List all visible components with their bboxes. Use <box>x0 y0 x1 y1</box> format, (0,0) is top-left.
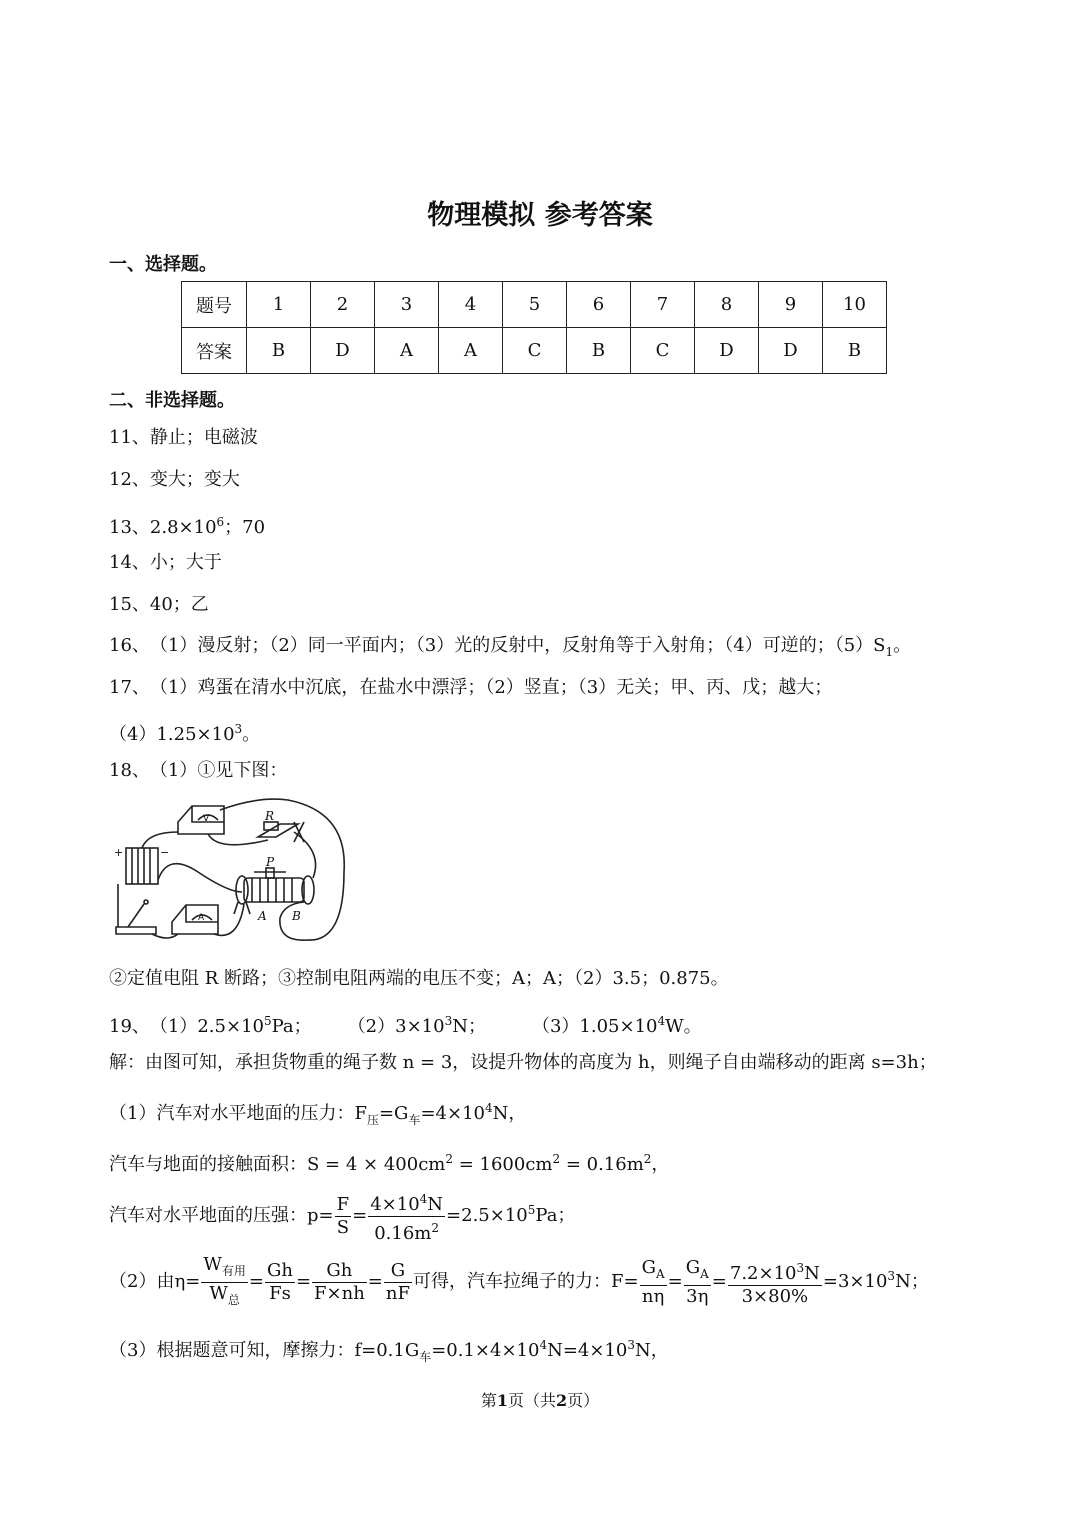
answer-text: 。 <box>242 724 261 745</box>
solution-text: （2）由η= <box>109 1271 201 1292</box>
answer-text: （3）1.05×10 <box>531 1016 658 1037</box>
label-A: A <box>258 909 267 923</box>
exponent: 2 <box>445 1152 453 1166</box>
label-P: P <box>266 855 275 869</box>
label-plus: + <box>114 846 124 859</box>
answer-text: （1）2.5×10 <box>149 1016 264 1037</box>
answer-text: （1）漫反射；（2）同一平面内；（3）光的反射中，反射角等于入射角；（4）可逆的；（5）S <box>149 635 886 656</box>
solution-text: =3×10 <box>822 1271 888 1292</box>
footer-text: 页（共 <box>507 1391 556 1410</box>
exponent: 2 <box>552 1152 561 1166</box>
subscript: 总 <box>227 1292 240 1307</box>
exponent: 2 <box>643 1152 652 1166</box>
answer-text: 。 <box>893 635 912 656</box>
numerator: Gh <box>312 1260 367 1283</box>
label-B: B <box>292 909 301 923</box>
question-number: 11、 <box>109 427 150 448</box>
table-cell: B <box>247 328 311 374</box>
numerator: Gh <box>266 1259 293 1281</box>
exponent: 2 <box>431 1220 440 1235</box>
denominator: Fs <box>269 1282 291 1304</box>
solution-text: 可得，汽车拉绳子的力：F= <box>412 1271 639 1292</box>
table-cell: 10 <box>823 282 887 328</box>
question-number: 12、 <box>109 469 150 490</box>
table-cell: D <box>311 328 375 374</box>
table-cell: A <box>375 328 439 374</box>
answer-text: （4）1.25×10 <box>109 724 235 745</box>
exponent: 6 <box>216 515 225 529</box>
battery-icon <box>126 848 158 884</box>
question-number: 15、 <box>109 594 150 615</box>
exponent: 4 <box>484 1101 493 1115</box>
answer-14 <box>109 551 222 575</box>
fraction <box>265 1260 295 1305</box>
answer-text: （2）3×10 <box>347 1016 445 1037</box>
exponent: 3 <box>234 722 243 736</box>
numerator <box>684 1257 711 1286</box>
answer-18 <box>109 759 287 783</box>
table-row-answers <box>182 328 887 374</box>
solution-step-1 <box>109 1096 526 1132</box>
fraction <box>684 1257 711 1308</box>
answer-15 <box>109 593 209 617</box>
numerator <box>368 1188 445 1217</box>
numerator <box>640 1257 667 1286</box>
numerator-text: W <box>203 1253 222 1275</box>
table-row-label: 答案 <box>182 328 247 374</box>
fraction <box>368 1188 445 1245</box>
answer-text: N； <box>452 1016 486 1037</box>
denominator: 3η <box>686 1285 709 1307</box>
numerator-text: 7.2×10 <box>729 1262 797 1284</box>
table-row-numbers <box>182 282 887 328</box>
exponent: 3 <box>887 1269 896 1283</box>
numerator-text: N <box>804 1262 820 1284</box>
answer-13 <box>109 510 265 540</box>
numerator-text: 4×10 <box>370 1193 420 1215</box>
solution-text: =0.1×4×10 <box>431 1340 540 1361</box>
subscript: 1 <box>885 645 894 659</box>
denominator: 3×80% <box>741 1285 809 1307</box>
exponent: 3 <box>444 1014 453 1028</box>
answer-text: 2.8×10 <box>149 517 217 538</box>
switch-icon <box>116 927 156 934</box>
footer-text: 第 <box>480 1391 497 1410</box>
solution-step-5 <box>109 1333 669 1369</box>
solution-text: 汽车与地面的接触面积：S = 4 × 400cm <box>109 1154 446 1175</box>
answer-11 <box>109 426 258 450</box>
answer-table <box>181 281 887 374</box>
exponent: 5 <box>527 1203 536 1217</box>
subscript: 车 <box>408 1113 421 1127</box>
exponent: 5 <box>263 1014 272 1028</box>
table-cell: 6 <box>567 282 631 328</box>
numerator-text: G <box>685 1256 701 1278</box>
table-cell: B <box>567 328 631 374</box>
fraction <box>640 1257 667 1308</box>
numerator: F <box>336 1193 350 1215</box>
table-cell: D <box>695 328 759 374</box>
current-page: 1 <box>496 1391 508 1410</box>
answer-18-continued <box>109 967 729 991</box>
answer-text: ；70 <box>224 517 266 538</box>
solution-text: 汽车对水平地面的压强：p= <box>109 1205 334 1226</box>
solution-text: N=4×10 <box>547 1340 628 1361</box>
fraction <box>201 1254 248 1311</box>
solution-text: Pa； <box>535 1205 576 1226</box>
rheostat-icon <box>244 878 304 902</box>
fraction <box>312 1260 367 1305</box>
exponent: 4 <box>539 1338 548 1352</box>
question-number: 17、 <box>109 677 150 698</box>
denominator: F×nh <box>314 1282 365 1304</box>
exponent: 4 <box>419 1191 428 1206</box>
question-number: 18、 <box>109 760 150 781</box>
solution-step-2 <box>109 1147 669 1177</box>
answer-text: W。 <box>665 1016 702 1037</box>
solution-step-3: 汽车对水平地面的压强：p= $\frac{F}{S}$ = $\frac{4\times 10^4N}{0.16m^2}$ $=2.5\times 10^5Pa$； <box>109 1186 575 1245</box>
subscript: 车 <box>419 1350 432 1364</box>
denominator: nη <box>641 1285 665 1307</box>
answer-19 <box>109 1009 702 1039</box>
denominator-text: W <box>209 1282 228 1304</box>
solution-text: N； <box>895 1271 929 1292</box>
denominator: S <box>336 1216 350 1238</box>
denominator <box>368 1217 445 1245</box>
label-R: R <box>265 809 275 823</box>
solution-step-4: （2）由η= $\frac{W_{有用}}{W_总}$ = $\frac{Gh}{Fs}$ = $\frac{Gh}{F\times nh}$ = $\frac{G}{nF}$ 可得，汽车拉绳子的力：F= $\frac{G_A}{n\eta}$ = $\frac{G_A}{3\eta}$ = $\frac{7.2\times 10^3N}{3\times 80\%}$ $=3\times 10^3N$； <box>109 1252 929 1311</box>
answer-text: （1）①见下图： <box>149 760 288 781</box>
solution-text: =G <box>378 1103 409 1124</box>
numerator-text: N <box>427 1193 444 1215</box>
fraction <box>384 1260 412 1305</box>
footer-text: 页） <box>567 1391 600 1410</box>
ammeter-label: A <box>198 913 205 923</box>
numerator <box>728 1257 822 1286</box>
answer-text: ②定值电阻 R 断路；③控制电阻两端的电压不变；A；A；（2）3.5；0.875。 <box>109 968 729 989</box>
page-footer <box>0 1388 1080 1411</box>
subscript: 压 <box>366 1113 379 1127</box>
subscript: 有用 <box>221 1263 246 1278</box>
solution-text: N， <box>492 1103 527 1124</box>
fraction <box>728 1257 822 1308</box>
numerator: G <box>384 1260 412 1283</box>
table-cell: A <box>439 328 503 374</box>
total-pages: 2 <box>556 1391 568 1410</box>
solution-text: （3）根据题意可知，摩擦力：f=0.1G <box>109 1340 420 1361</box>
table-cell: 2 <box>311 282 375 328</box>
subscript: A <box>655 1266 665 1281</box>
question-number: 16、 <box>109 635 150 656</box>
numerator <box>201 1254 248 1283</box>
table-cell: 1 <box>247 282 311 328</box>
table-cell: C <box>503 328 567 374</box>
table-cell: 4 <box>439 282 503 328</box>
answer-12 <box>109 468 240 492</box>
table-cell: C <box>631 328 695 374</box>
table-cell: 8 <box>695 282 759 328</box>
subscript: A <box>700 1266 709 1281</box>
numerator-text: G <box>641 1256 656 1278</box>
voltmeter-label: V <box>203 814 210 824</box>
answer-text: 变大；变大 <box>149 469 240 490</box>
answer-text: Pa； <box>271 1016 312 1037</box>
question-number: 14、 <box>109 552 150 573</box>
table-cell: D <box>759 328 823 374</box>
label-minus: − <box>160 846 170 859</box>
table-cell: 9 <box>759 282 823 328</box>
denominator <box>201 1283 248 1311</box>
exponent: 3 <box>627 1338 636 1352</box>
table-cell: 5 <box>503 282 567 328</box>
table-cell: B <box>823 328 887 374</box>
answer-16 <box>109 634 911 664</box>
solution-text: =4×10 <box>420 1103 485 1124</box>
solution-text: ， <box>651 1154 670 1175</box>
answer-text: 静止；电磁波 <box>149 427 258 448</box>
answer-text: 40；乙 <box>149 594 209 615</box>
table-cell: 3 <box>375 282 439 328</box>
table-cell: 7 <box>631 282 695 328</box>
exponent: 3 <box>796 1260 805 1275</box>
section-heading-nonchoice: 二、非选择题。 <box>109 390 235 411</box>
question-number: 13、 <box>109 517 150 538</box>
solution-text: = 1600cm <box>452 1154 553 1175</box>
page-title: 物理模拟 参考答案 <box>427 200 653 231</box>
section-heading-choice: 一、选择题。 <box>109 254 217 275</box>
fraction <box>335 1194 352 1239</box>
answer-text: （1）鸡蛋在清水中沉底，在盐水中漂浮；（2）竖直；（3）无关；甲、丙、戊；越大； <box>149 677 833 698</box>
solution-text: =2.5×10 <box>446 1205 528 1226</box>
solution-intro: 解：由图可知，承担货物重的绳子数 n = 3，设提升物体的高度为 h，则绳子自由端移动的距离 s=3h； <box>109 1052 937 1073</box>
solution-text: = 0.16m <box>560 1154 644 1175</box>
denominator: nF <box>385 1282 410 1304</box>
solution-text: N， <box>635 1340 669 1361</box>
answer-text: 小；大于 <box>149 552 222 573</box>
answer-17-continued <box>109 717 260 747</box>
question-number: 19、 <box>109 1016 150 1037</box>
solution-text: （1）汽车对水平地面的压力：F <box>109 1103 367 1124</box>
exponent: 4 <box>657 1014 666 1028</box>
answer-17 <box>109 676 832 700</box>
circuit-diagram <box>108 792 354 948</box>
table-row-label: 题号 <box>182 282 247 328</box>
denominator-text: 0.16m <box>374 1222 432 1244</box>
